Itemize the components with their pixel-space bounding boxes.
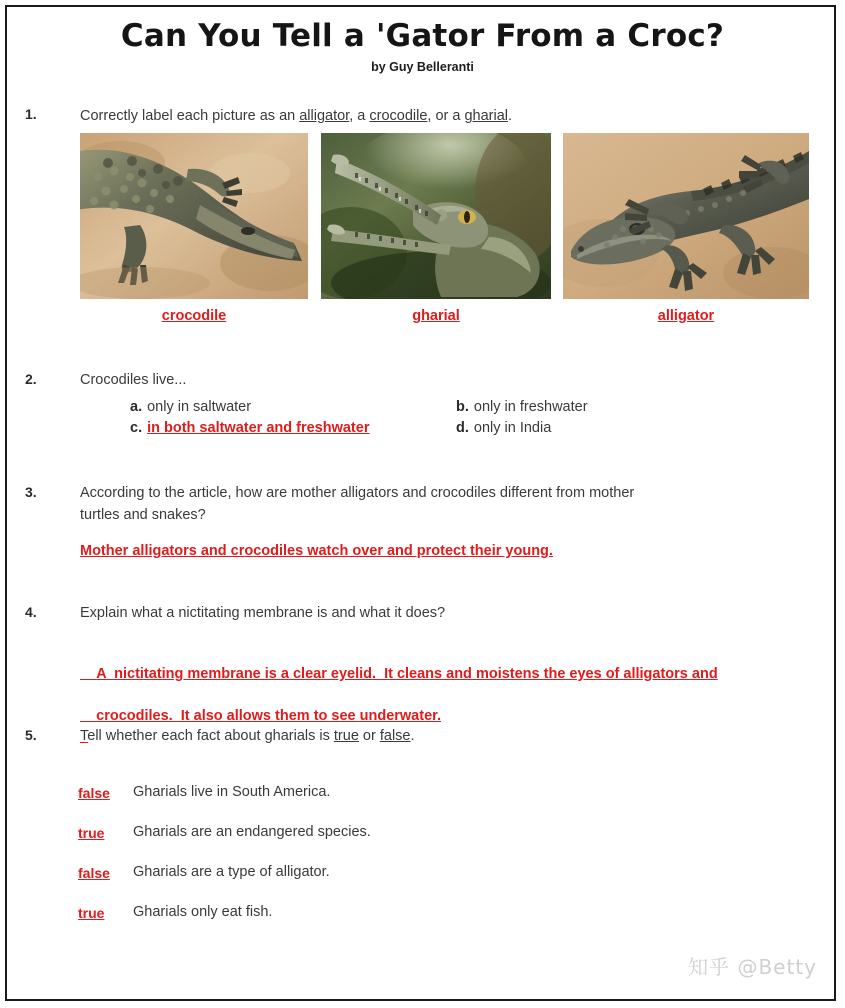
q3-prompt-line-2: turtles and snakes? bbox=[80, 507, 206, 523]
q5-item-4-statement: Gharials only eat fish. bbox=[133, 904, 273, 920]
q5-prompt-seg-4: . bbox=[410, 728, 415, 744]
q2-choice-c-text: in both saltwater and freshwater bbox=[147, 420, 370, 436]
q1-term-alligator: alligator bbox=[299, 108, 350, 124]
q5-prompt-seg-0: Tell whether each fact about gharials is bbox=[80, 728, 334, 744]
q5-item-2-answer: true bbox=[78, 825, 105, 841]
q5-item-2-statement: Gharials are an endangered species. bbox=[133, 824, 371, 840]
q5-item-3-answer: false bbox=[78, 865, 110, 881]
question-1-prompt bbox=[80, 105, 512, 127]
photo-answer-crocodile: crocodile bbox=[161, 308, 227, 324]
q5-item-3-statement: Gharials are a type of alligator. bbox=[133, 864, 330, 880]
q1-prompt-seg-0: Correctly label each picture as an bbox=[80, 108, 300, 124]
photo-answer-alligator: alligator bbox=[657, 308, 715, 324]
question-5-prompt bbox=[80, 725, 415, 747]
q5-item-4-answer: true bbox=[78, 905, 105, 921]
q2-choice-a-text: only in saltwater bbox=[147, 399, 252, 415]
q5-prompt-seg-2: or bbox=[358, 728, 380, 744]
q5-term-true: true bbox=[333, 728, 359, 744]
watermark: 知乎 @Betty bbox=[688, 955, 817, 979]
question-2-number: 2. bbox=[25, 371, 37, 387]
q5-term-false: false bbox=[379, 728, 411, 744]
q1-prompt-seg-4: , or a bbox=[427, 108, 465, 124]
q2-choice-b-letter: b. bbox=[456, 399, 469, 415]
question-2-prompt: Crocodiles live... bbox=[80, 372, 187, 388]
q4-answer-line-2: crocodiles. It also allows them to see underwater. bbox=[96, 708, 442, 724]
question-4-number: 4. bbox=[25, 604, 37, 620]
q2-choice-d[interactable] bbox=[456, 420, 551, 436]
q2-choice-c-letter: c. bbox=[130, 420, 143, 436]
photo-answer-gharial: gharial bbox=[412, 308, 460, 324]
question-3-number: 3. bbox=[25, 484, 37, 500]
author-byline: by Guy Belleranti bbox=[371, 60, 474, 74]
question-5-number: 5. bbox=[25, 727, 37, 743]
q5-item-1-statement: Gharials live in South America. bbox=[133, 784, 331, 800]
q2-choice-b-text: only in freshwater bbox=[473, 399, 588, 415]
q2-choice-a-letter: a. bbox=[130, 399, 143, 415]
q2-choice-b[interactable] bbox=[456, 399, 588, 415]
q2-choice-d-letter: d. bbox=[456, 420, 469, 436]
q1-prompt-seg-6: . bbox=[508, 108, 513, 124]
question-3-prompt bbox=[80, 482, 800, 526]
q2-choice-c[interactable] bbox=[130, 420, 369, 436]
q1-prompt-seg-2: , a bbox=[349, 108, 370, 124]
page-title: Can You Tell a 'Gator From a Croc? bbox=[120, 18, 725, 54]
question-4-prompt: Explain what a nictitating membrane is and what it does? bbox=[80, 605, 446, 621]
question-3-answer: Mother alligators and crocodiles watch over and protect their young. bbox=[80, 543, 553, 559]
gharial-photo bbox=[321, 133, 551, 299]
q5-item-1-answer: false bbox=[78, 785, 110, 801]
q1-term-gharial: gharial bbox=[464, 108, 509, 124]
q2-choice-d-text: only in India bbox=[473, 420, 552, 436]
crocodile-photo bbox=[80, 133, 308, 299]
q3-prompt-line-1: According to the article, how are mother alligators and crocodiles different from mother bbox=[80, 485, 635, 501]
q4-answer-line-1: A nictitating membrane is a clear eyelid. It cleans and moistens the eyes of alligators and bbox=[96, 666, 718, 682]
q1-term-crocodile: crocodile bbox=[369, 108, 428, 124]
question-1-number: 1. bbox=[25, 106, 37, 122]
alligator-photo bbox=[563, 133, 809, 299]
q2-choice-a[interactable] bbox=[130, 399, 251, 415]
